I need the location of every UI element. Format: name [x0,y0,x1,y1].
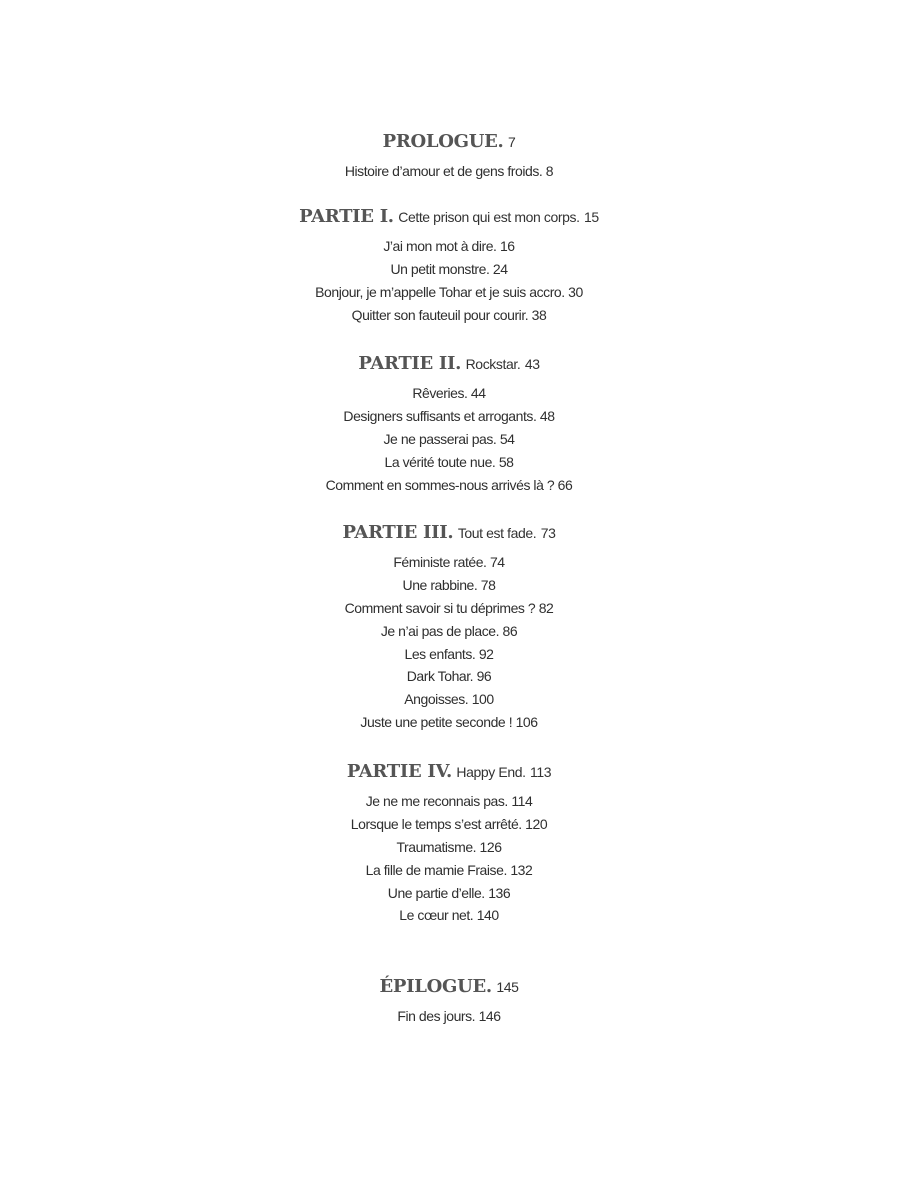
entry-title: La vérité toute nue. [384,453,496,470]
section-page-number: 73 [540,525,556,541]
entry-page-number: 74 [489,554,505,570]
entry-title: Dark Tohar. [406,668,474,685]
section-heading [0,975,898,999]
toc-entry [0,281,898,304]
section-page-number: 7 [507,134,516,150]
section-heading [0,205,898,229]
toc-entry [0,711,898,734]
toc-section-partie-2 [0,352,898,496]
section-subtitle: Happy End. [456,764,526,780]
section-title: PARTIE III. [342,522,454,543]
section-entries [0,160,898,183]
entry-title: Je ne me reconnais pas. [365,793,508,809]
entry-title: Traumatisme. [396,838,477,855]
toc-entry [0,574,898,597]
section-subtitle: Tout est fade. [457,525,537,541]
section-entries [0,382,898,496]
toc-entry [0,882,898,905]
entry-title: J’ai mon mot à dire. [383,238,497,254]
entry-page-number: 82 [538,599,554,616]
section-title: PARTIE I. [299,206,394,227]
entry-page-number: 146 [478,1008,501,1024]
entry-title: Les enfants. [404,645,476,662]
section-entries [0,551,898,734]
entry-title: Bonjour, je m’appelle Tohar et je suis accro. [315,283,565,300]
toc-entry [0,620,898,643]
section-title: PARTIE II. [358,353,462,374]
entry-page-number: 126 [479,838,502,855]
entry-title: Comment savoir si tu déprimes ? [344,599,536,616]
entry-title: Je ne passerai pas. [383,430,497,447]
entry-page-number: 78 [480,576,496,593]
entry-page-number: 114 [511,793,533,809]
entry-page-number: 58 [498,453,514,470]
entry-page-number: 106 [515,714,538,731]
toc-entry [0,235,898,258]
toc-entry [0,258,898,281]
entry-title: Je n’ai pas de place. [380,622,500,639]
entry-title: Un petit monstre. [390,260,490,277]
entry-title: Quitter son fauteuil pour courir. [351,306,529,323]
entry-page-number: 44 [470,385,486,401]
section-page-number: 43 [524,356,540,372]
entry-page-number: 100 [471,691,494,708]
section-heading [0,352,898,376]
toc-entry [0,451,898,474]
entry-title: La fille de mamie Fraise. [365,861,507,878]
section-title: ÉPILOGUE. [379,976,492,997]
section-page-number: 15 [584,209,599,225]
entry-title: Rêveries. [412,385,468,401]
entry-page-number: 48 [539,407,555,424]
toc-section-epilogue [0,975,898,1028]
section-subtitle: Cette prison qui est mon corps. [398,209,580,225]
entry-title: Lorsque le temps s’est arrêté. [350,815,522,832]
entry-title: Designers suffisants et arrogants. [343,407,537,424]
entry-page-number: 66 [557,476,573,493]
toc-entry [0,551,898,574]
entry-page-number: 54 [499,430,515,447]
entry-title: Féministe ratée. [393,554,487,570]
section-heading [0,130,898,154]
section-entries [0,790,898,927]
toc-entry [0,836,898,859]
toc-section-partie-1 [0,205,898,327]
toc-section-partie-3 [0,521,898,734]
toc-entry [0,1005,898,1028]
toc-entry [0,859,898,882]
toc-entry [0,643,898,666]
toc-entry [0,160,898,183]
entry-page-number: 30 [568,283,583,300]
toc-entry [0,665,898,688]
section-page-number: 145 [496,979,519,995]
entry-page-number: 136 [488,884,511,901]
toc-section-prologue [0,130,898,183]
entry-page-number: 140 [476,907,499,924]
entry-title: Le cœur net. [399,907,474,924]
toc-entry [0,790,898,813]
entry-page-number: 132 [510,861,533,878]
entry-page-number: 8 [545,163,554,179]
section-title: PROLOGUE. [382,131,504,152]
entry-page-number: 96 [476,668,492,685]
entry-title: Fin des jours. [397,1008,476,1024]
section-heading [0,760,898,784]
toc-entry [0,688,898,711]
toc-entry [0,813,898,836]
entry-page-number: 86 [502,622,518,639]
entry-page-number: 92 [478,645,494,662]
section-title: PARTIE IV. [346,761,452,782]
toc-entry [0,405,898,428]
section-page-number: 113 [530,764,552,780]
entry-title: Une rabbine. [402,576,478,593]
entry-page-number: 24 [492,260,508,277]
toc-entry [0,474,898,497]
section-subtitle: Rockstar. [465,356,521,372]
entry-title: Angoisses. [404,691,469,708]
toc-entry [0,304,898,327]
entry-title: Juste une petite seconde ! [360,714,513,731]
entry-title: Une partie d’elle. [387,884,485,901]
toc-section-partie-4 [0,760,898,927]
entry-page-number: 120 [525,815,548,832]
entry-page-number: 38 [531,306,547,323]
toc-entry [0,382,898,405]
entry-page-number: 16 [499,238,515,254]
section-heading [0,521,898,545]
section-entries [0,1005,898,1028]
entry-title: Comment en sommes-nous arrivés là ? [325,476,555,493]
section-entries [0,235,898,327]
entry-title: Histoire d’amour et de gens froids. [344,163,543,179]
toc-entry [0,904,898,927]
toc-entry [0,597,898,620]
toc-entry [0,428,898,451]
